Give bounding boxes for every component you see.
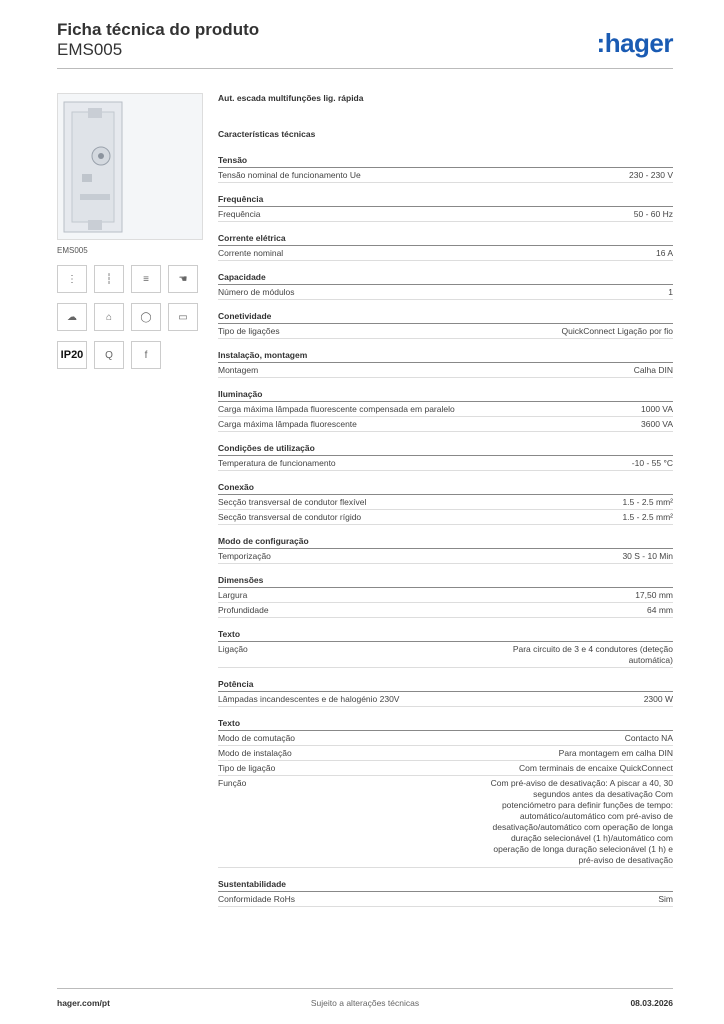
spec-group-title: Frequência (218, 194, 673, 207)
spec-sheet (218, 93, 673, 918)
spec-row (218, 776, 673, 868)
rail-icon: ⋮ (57, 265, 87, 293)
spec-value: 50 - 60 Hz (633, 209, 673, 219)
spec-value: 64 mm (647, 605, 673, 615)
footer-url[interactable]: hager.com/pt (57, 998, 110, 1008)
tube-icon: ▭ (168, 303, 198, 331)
spec-group-title: Capacidade (218, 272, 673, 285)
spec-value: 30 S - 10 Min (622, 551, 673, 561)
spec-key: Lâmpadas incandescentes e de halogénio 230V (218, 694, 400, 704)
spec-group (218, 629, 673, 668)
spec-key: Frequência (218, 209, 261, 219)
spec-value: 1000 VA (641, 404, 673, 414)
spec-key: Ligação (218, 644, 248, 654)
spec-group (218, 233, 673, 261)
spec-row (218, 285, 673, 300)
spec-value: Sim (658, 894, 673, 904)
spec-group-title: Modo de configuração (218, 536, 673, 549)
spec-key: Corrente nominal (218, 248, 284, 258)
lamp-fixture-icon: ⌂ (94, 303, 124, 331)
spec-groups (218, 155, 673, 907)
spec-row (218, 324, 673, 339)
product-description: Aut. escada multifunções lig. rápida (218, 93, 364, 103)
din-module-illustration (58, 94, 202, 239)
spec-key: Montagem (218, 365, 259, 375)
spec-row (218, 168, 673, 183)
spec-row (218, 456, 673, 471)
spec-key: Profundidade (218, 605, 269, 615)
header-divider (57, 68, 673, 69)
footer-note: Sujeito a alterações técnicas (310, 998, 420, 1008)
spec-value: 1 (668, 287, 673, 297)
spec-row (218, 588, 673, 603)
spec-value: Com pré-aviso de desativação: A piscar a 40, 30 segundos antes da desativação Com potenciómetro para definir funções de tempo: automático/automático com pré-aviso de desativação/automático com operação de longa duração selecionável (1 h)/automático com operação de longa duração selecionável (1 h) e pré-aviso de desativação (490, 778, 673, 865)
spec-key: Conformidade RoHs (218, 894, 296, 904)
spec-row (218, 207, 673, 222)
spec-group (218, 155, 673, 183)
spec-group-title: Conexão (218, 482, 673, 495)
page-header (57, 20, 673, 60)
hager-logo: :hager (596, 28, 673, 58)
spec-value: 1.5 - 2.5 mm² (622, 512, 673, 522)
spec-row (218, 761, 673, 776)
spec-value: 230 - 230 V (629, 170, 673, 180)
spec-group (218, 350, 673, 378)
pin-icon: ┆ (94, 265, 124, 293)
spec-value: Para montagem em calha DIN (558, 748, 673, 758)
footer-divider (57, 988, 673, 989)
spec-group-title: Iluminação (218, 389, 673, 402)
spec-key: Função (218, 778, 247, 788)
spec-row (218, 246, 673, 261)
spec-group-title: Instalação, montagem (218, 350, 673, 363)
spec-group (218, 879, 673, 907)
spec-value: 1.5 - 2.5 mm² (622, 497, 673, 507)
spec-value: Calha DIN (633, 365, 673, 375)
spec-group (218, 389, 673, 432)
product-panel (57, 93, 201, 369)
spec-value: Contacto NA (624, 733, 673, 743)
spec-value: 17,50 mm (635, 590, 673, 600)
spec-key: Tipo de ligações (218, 326, 280, 336)
footer-date: 08.03.2026 (630, 998, 673, 1008)
spec-key: Tipo de ligação (218, 763, 276, 773)
quickconnect-icon: Q (94, 341, 124, 369)
spec-group-title: Condições de utilização (218, 443, 673, 456)
section-title: Características técnicas (218, 129, 316, 139)
spec-row (218, 363, 673, 378)
spec-row (218, 892, 673, 907)
spec-key: Modo de instalação (218, 748, 292, 758)
spec-row (218, 746, 673, 761)
spec-row (218, 731, 673, 746)
spec-group-title: Sustentabilidade (218, 879, 673, 892)
spec-key: Carga máxima lâmpada fluorescente compensada em paralelo (218, 404, 455, 414)
spec-group-title: Tensão (218, 155, 673, 168)
spec-group (218, 575, 673, 618)
spec-key: Temporização (218, 551, 271, 561)
spec-group (218, 679, 673, 707)
spec-key: Largura (218, 590, 248, 600)
spec-group-title: Potência (218, 679, 673, 692)
spec-key: Tensão nominal de funcionamento Ue (218, 170, 361, 180)
cloud-icon: ☁ (57, 303, 87, 331)
spec-key: Temperatura de funcionamento (218, 458, 336, 468)
product-caption: EMS005 (57, 246, 88, 255)
spec-value: QuickConnect Ligação por fio (561, 326, 673, 336)
spec-group (218, 482, 673, 525)
spec-group (218, 272, 673, 300)
product-code: EMS005 (57, 40, 123, 59)
spec-key: Secção transversal de condutor flexível (218, 497, 367, 507)
spec-key: Carga máxima lâmpada fluorescente (218, 419, 357, 429)
spec-row (218, 549, 673, 564)
spec-row (218, 642, 673, 668)
spec-group-title: Dimensões (218, 575, 673, 588)
hand-icon: ☚ (168, 265, 198, 293)
spec-value: 3600 VA (641, 419, 673, 429)
spec-row (218, 417, 673, 432)
spec-group-title: Corrente elétrica (218, 233, 673, 246)
spec-group (218, 443, 673, 471)
spec-group-title: Conetividade (218, 311, 673, 324)
product-image (57, 93, 203, 240)
spec-row (218, 692, 673, 707)
spec-value: -10 - 55 °C (631, 458, 673, 468)
ip20-badge: IP20 (57, 341, 87, 369)
spec-value: Com terminais de encaixe QuickConnect (518, 763, 673, 773)
terminal-icon: ≡ (131, 265, 161, 293)
f-function-icon: f (131, 341, 161, 369)
page-title: Ficha técnica do produto (57, 20, 260, 39)
spec-row (218, 510, 673, 525)
spec-group-title: Texto (218, 718, 673, 731)
spec-group (218, 536, 673, 564)
spec-value: 16 A (655, 248, 673, 258)
spec-group (218, 718, 673, 868)
spec-group-title: Texto (218, 629, 673, 642)
spec-key: Secção transversal de condutor rígido (218, 512, 362, 522)
spec-group (218, 194, 673, 222)
feature-icons (57, 265, 201, 369)
spec-row (218, 402, 673, 417)
spec-key: Modo de comutação (218, 733, 296, 743)
bulb-icon: ◯ (131, 303, 161, 331)
spec-key: Número de módulos (218, 287, 295, 297)
spec-group (218, 311, 673, 339)
spec-row (218, 603, 673, 618)
spec-row (218, 495, 673, 510)
spec-value: Para circuito de 3 e 4 condutores (deteção automática) (512, 644, 673, 665)
spec-value: 2300 W (643, 694, 673, 704)
